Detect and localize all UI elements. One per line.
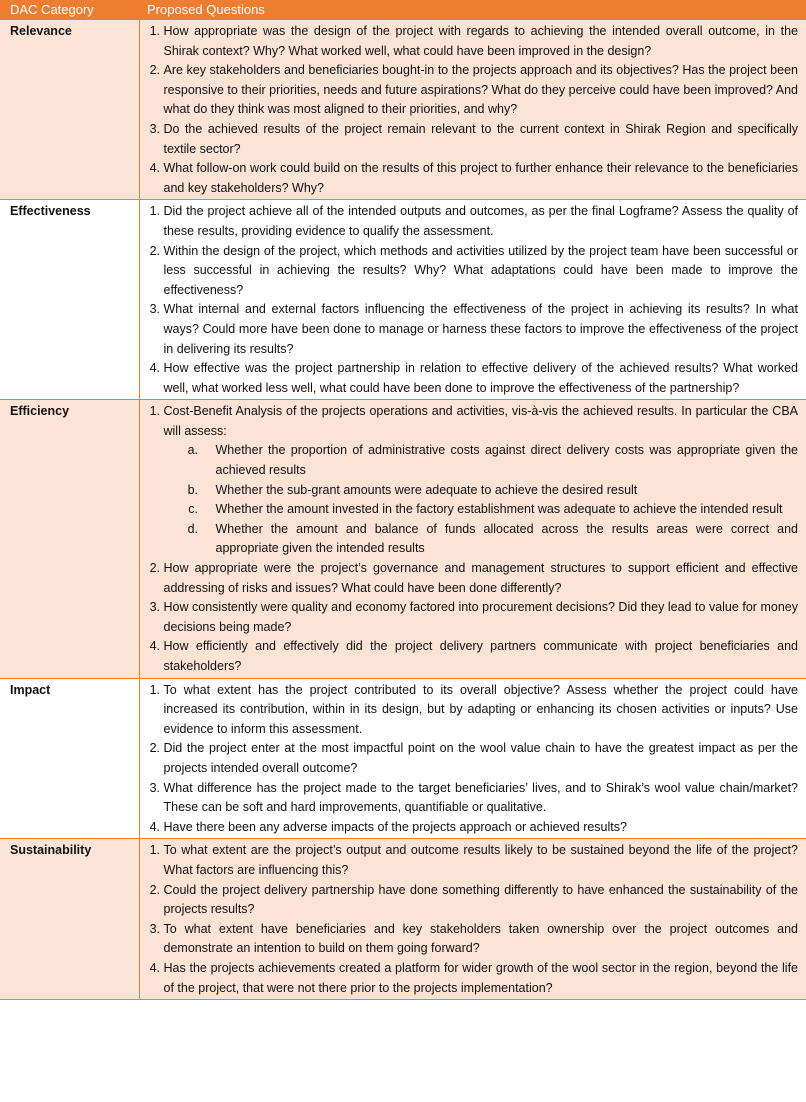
- question-item: 4. Has the projects achievements created a platform for wider growth of the wool sector in the region, beyond the life of the project, that were not there prior to the projects implementation?: [164, 959, 799, 998]
- question-item: 1. To what extent has the project contributed to its overall objective? Assess whether the project could have increased its contribution, within in its design, but by adapting or enhancing its chosen activities or inputs? Use evidence to inform this assessment.: [164, 681, 799, 740]
- question-list: [148, 681, 799, 838]
- header-dac-category: DAC Category: [0, 0, 139, 20]
- row-relevance: [0, 20, 806, 200]
- question-item: 3. How consistently were quality and economy factored into procurement decisions? Did they lead to value for money decisions being made?: [164, 598, 799, 637]
- question-item: 2. Within the design of the project, which methods and activities utilized by the project team have been successful or less successful in achieving the results? Why? What adaptations could have been made to improve the effectiveness?: [164, 242, 799, 301]
- question-item: 4. Have there been any adverse impacts of the projects approach or achieved results?: [164, 818, 799, 838]
- question-item: 2. Could the project delivery partnership have done something differently to have enhanced the sustainability of the projects results?: [164, 881, 799, 920]
- question-item: 3. Do the achieved results of the project remain relevant to the current context in Shirak Region and specifically textile sector?: [164, 120, 799, 159]
- row-impact: [0, 678, 806, 839]
- question-item: 3. To what extent have beneficiaries and key stakeholders taken ownership over the project outcomes and demonstrate an intention to build on them going forward?: [164, 920, 799, 959]
- question-list: [148, 841, 799, 998]
- question-item: 4. What follow-on work could build on the results of this project to further enhance their relevance to the beneficiaries and key stakeholders? Why?: [164, 159, 799, 198]
- category-effectiveness: Effectiveness: [0, 200, 139, 400]
- category-efficiency: Efficiency: [0, 400, 139, 678]
- questions-relevance: [139, 20, 806, 200]
- question-item: 1. Did the project achieve all of the intended outputs and outcomes, as per the final Logframe? Assess the quality of these results, providing evidence to qualify the assessment.: [164, 202, 799, 241]
- question-item: 1. How appropriate was the design of the project with regards to achieving the intended overall outcome, in the Shirak context? Why? What worked well, what could have been improved in the design?: [164, 22, 799, 61]
- question-item: [164, 402, 799, 559]
- question-item: 4. How efficiently and effectively did the project delivery partners communicate with project beneficiaries and stakeholders?: [164, 637, 799, 676]
- row-sustainability: [0, 839, 806, 1000]
- header-row: [0, 0, 806, 20]
- category-impact: Impact: [0, 678, 139, 839]
- question-item: 2. Are key stakeholders and beneficiaries bought-in to the projects approach and its objectives? Has the project been responsive to their priorities, needs and future aspirations? What do they perceive could have been improved? And what do they think was most aligned to their priorities, and why?: [164, 61, 799, 120]
- category-sustainability: Sustainability: [0, 839, 139, 1000]
- question-item: 3. What internal and external factors influencing the effectiveness of the project in achieving its results? In what ways? Could more have been done to manage or harness these factors to improve the effectiveness of the project in delivering its results?: [164, 300, 799, 359]
- question-item: 4. How effective was the project partnership in relation to effective delivery of the achieved results? What worked well, what worked less well, what could have been done to improve the effectiveness of the partnership?: [164, 359, 799, 398]
- question-list: [148, 22, 799, 198]
- cba-sub-list: [164, 441, 799, 559]
- row-effectiveness: [0, 200, 806, 400]
- row-efficiency: [0, 400, 806, 678]
- category-relevance: Relevance: [0, 20, 139, 200]
- questions-impact: [139, 678, 806, 839]
- sub-question-item: c. Whether the amount invested in the factory establishment was adequate to achieve the intended result: [202, 500, 799, 520]
- question-list: [148, 402, 799, 676]
- sub-question-item: a. Whether the proportion of administrative costs against direct delivery costs was appropriate given the achieved results: [202, 441, 799, 480]
- question-item: 2. How appropriate were the project’s governance and management structures to support efficient and effective addressing of risks and issues? What could have been done differently?: [164, 559, 799, 598]
- question-item: 1. To what extent are the project’s output and outcome results likely to be sustained beyond the life of the project? What factors are influencing this?: [164, 841, 799, 880]
- question-item: 2. Did the project enter at the most impactful point on the wool value chain to have the greatest impact as per the projects intended overall outcome?: [164, 739, 799, 778]
- sub-question-item: b. Whether the sub-grant amounts were adequate to achieve the desired result: [202, 481, 799, 501]
- header-proposed-questions: Proposed Questions: [139, 0, 806, 20]
- sub-question-item: d. Whether the amount and balance of funds allocated across the results areas were correct and appropriate given the intended results: [202, 520, 799, 559]
- questions-effectiveness: [139, 200, 806, 400]
- question-item: 3. What difference has the project made to the target beneficiaries’ lives, and to Shirak’s wool value chain/market? These can be soft and hard improvements, quantifiable or qualitative.: [164, 779, 799, 818]
- questions-efficiency: [139, 400, 806, 678]
- question-list: [148, 202, 799, 398]
- cba-intro-text: Cost-Benefit Analysis of the projects operations and activities, vis-à-vis the achieved results. In particular the CBA will assess:: [163, 404, 798, 438]
- questions-sustainability: [139, 839, 806, 1000]
